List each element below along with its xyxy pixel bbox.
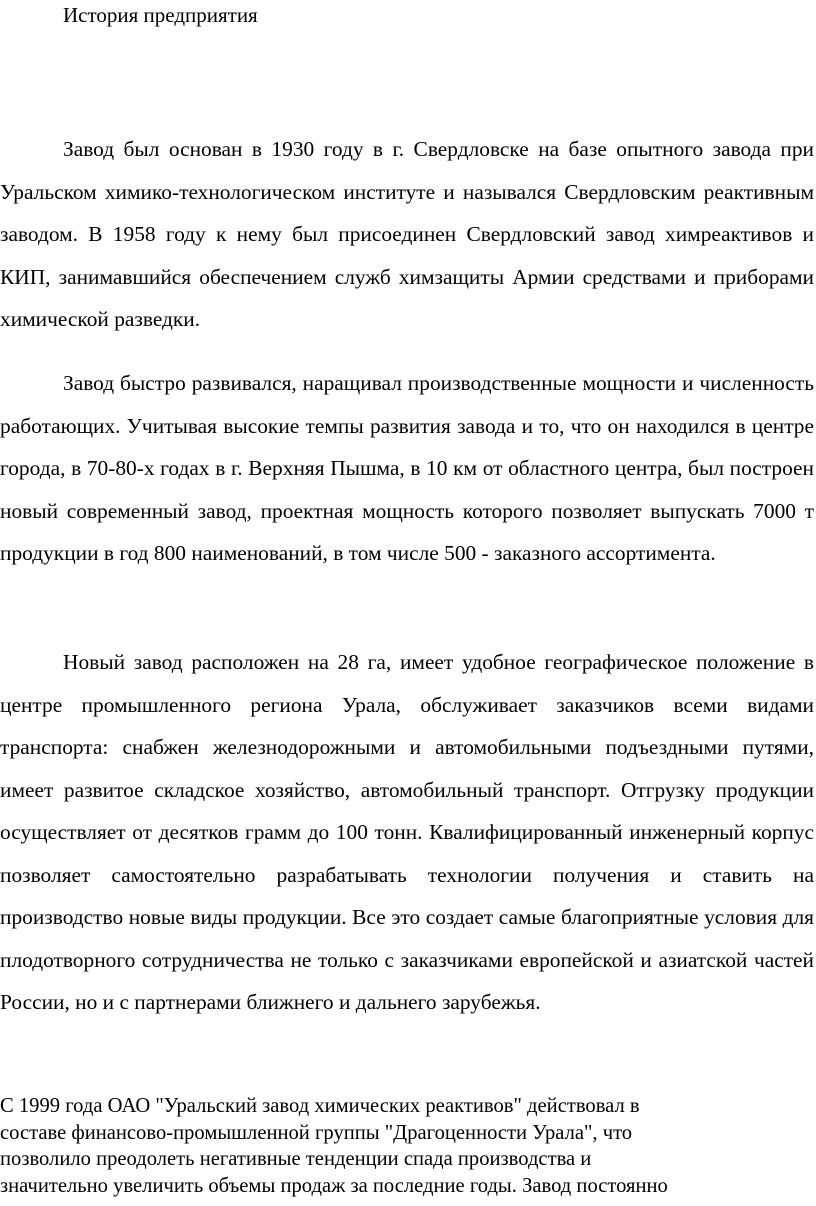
- paragraph-1999-line: значительно увеличить объемы продаж за последние годы. Завод постоянно: [0, 1174, 668, 1197]
- paragraph-new-plant: Новый завод расположен на 28 га, имеет удобное географическое положение в центре промышленного региона Урала, обслуживает заказчиков всеми видами транспорта: снабжен железнодорожными и автомобильными подъездными путями, имеет развитое складское хозяйство, автомобильный транспорт. Отгрузку продукции осуществляет от десятков грамм до 100 тонн. Квалифицированный инженерный корпус позволяет самостоятельно разрабатывать технологии получения и ставить на производство новые виды продукции. Все это создает самые благоприятные условия для плодотворного сотрудничества не только с заказчиками европейской и азиатской частей России, но и с партнерами ближнего и дальнего зарубежья.: [0, 650, 814, 1014]
- paragraph-1999-line: С 1999 года ОАО "Уральский завод химических реактивов" действовал в: [0, 1095, 640, 1117]
- paragraph-1999-line: позволило преодолеть негативные тенденции спада производства и: [0, 1148, 592, 1170]
- document-title: История предприятия: [63, 3, 258, 27]
- paragraph-founding: Завод был основан в 1930 году в г. Свердловске на базе опытного завода при Уральском химико-технологическом институте и назывался Свердловским реактивным заводом. В 1958 году к нему был присоединен Свердловский завод химреактивов и КИП, занимавшийся обеспечением служб химзащиты Армии средствами и приборами химической разведки.: [0, 137, 814, 331]
- paragraph-1999: [0, 1093, 816, 1199]
- paragraph-development: Завод быстро развивался, наращивал производственные мощности и численность работающих. Учитывая высокие темпы развития завода и то, что он находился в центре города, в 70-80-х годах в г. Верхняя Пышма, в 10 км от областного центра, был построен новый современный завод, проектная мощность которого позволяет выпускать 7000 т продукции в год 800 наименований, в том числе 500 - заказного ассортимента.: [0, 371, 814, 565]
- paragraph-1999-line: составе финансово-промышленной группы "Драгоценности Урала", что: [0, 1121, 633, 1144]
